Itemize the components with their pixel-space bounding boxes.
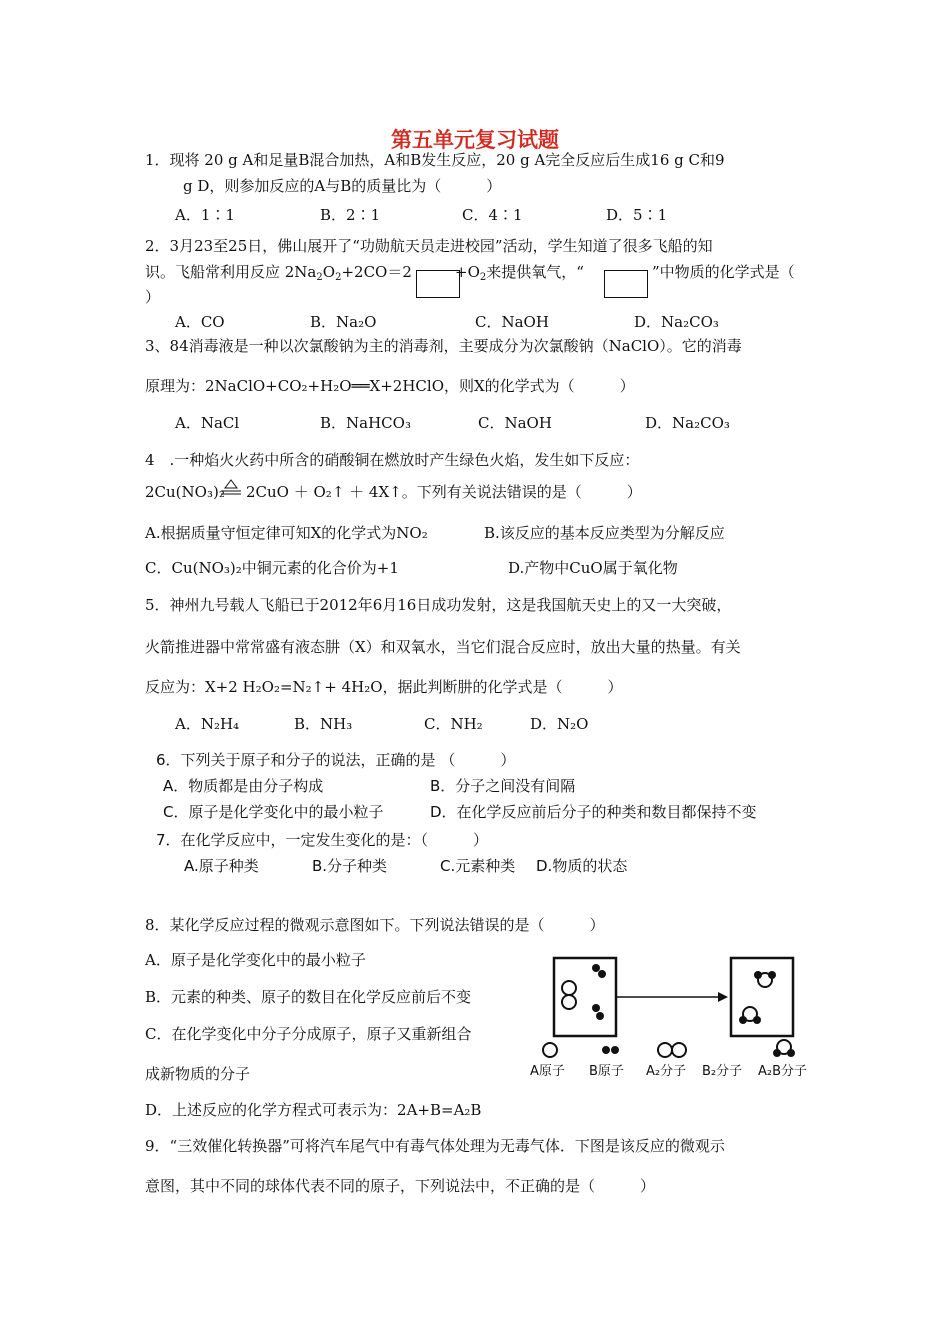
q5-stem-line1: 5．神州九号载人飞船已于2012年6月16日成功发射，这是我国航天史上的又一大突破， [145, 596, 732, 614]
q7-option-a: A.原子种类 [184, 857, 259, 875]
q8-option-c-line2: 成新物质的分子 [145, 1065, 251, 1083]
q1-option-b: B．2∶1 [320, 206, 381, 224]
q1-stem-line1: 1．现将 20 g A和足量B混合加热，A和B发生反应，20 g A完全反应后生成16 g C和9 [145, 151, 725, 169]
q2-blank-box-2 [604, 270, 648, 298]
q4-equation-right: 2CuO ＋ O₂↑ ＋ 4X↑。下列有关说法错误的是（ ） [246, 483, 642, 501]
legend-label-b2-molecule: B₂分子 [702, 1064, 743, 1079]
q2-stem-line3: ） [145, 288, 161, 306]
q4-option-d: D.产物中CuO属于氧化物 [508, 559, 678, 577]
q5-option-b: B．NH₃ [294, 715, 353, 733]
legend-b-atom [543, 1043, 557, 1057]
q4-option-b: B.该反应的基本反应类型为分解反应 [484, 524, 725, 542]
q1-stem-line2: g D，则参加反应的A与B的质量比为（ ） [183, 177, 502, 195]
q5-option-a: A．N₂H₄ [175, 715, 240, 733]
q4-option-a: A.根据质量守恒定律可知X的化学式为NO₂ [145, 524, 428, 542]
q5-stem-line3: 反应为：X+2 H₂O₂=N₂↑+ 4H₂O，据此判断肼的化学式是（ ） [145, 678, 623, 696]
q2-option-b: B．Na₂O [310, 313, 377, 331]
q8-option-b: B．元素的种类、原子的数目在化学反应前后不变 [145, 988, 472, 1006]
q6-option-c: C．原子是化学变化中的最小粒子 [163, 803, 384, 821]
after-box [731, 958, 793, 1036]
q4-equation-left: 2Cu(NO₃)₂ [145, 483, 225, 501]
q4-stem-line1: 4 .一种焰火火药中所含的硝酸铜在燃放时产生绿色火焰，发生如下反应： [145, 451, 640, 469]
q8-stem: 8．某化学反应过程的微观示意图如下。下列说法错误的是（ ） [145, 916, 605, 934]
q5-option-c: C．NH₂ [424, 715, 483, 733]
q2-stem-line2-part2: $+O_2$来提供氧气，“ [455, 263, 584, 283]
q7-stem: 7．在化学反应中，一定发生变化的是：（ ） [156, 831, 489, 849]
q2-stem-line2-part3: ”中物质的化学式是（ [652, 263, 795, 281]
q3-option-d: D．Na₂CO₃ [645, 414, 730, 432]
q6-option-d: D．在化学反应前后分子的种类和数目都保持不变 [430, 803, 757, 821]
q8-option-a: A．原子是化学变化中的最小粒子 [145, 951, 366, 969]
q9-stem-line1: 9．“三效催化转换器”可将汽车尾气中有毒气体处理为无毒气体．下图是该反应的微观示 [145, 1137, 725, 1155]
legend-a2-molecule [602, 1046, 610, 1054]
q6-option-b: B．分子之间没有间隔 [430, 777, 576, 795]
q3-option-a: A．NaCl [175, 414, 240, 432]
heat-arrow-icon [219, 478, 243, 498]
q2-blank-box-1 [416, 270, 460, 298]
q3-option-b: B．NaHCO₃ [320, 414, 411, 432]
q2-stem-line1: 2．3月23至25日，佛山展开了“功勋航天员走进校园”活动，学生知道了很多飞船的知 [145, 237, 713, 255]
legend-label-a2b-molecule: A₂B分子 [758, 1064, 808, 1079]
q3-stem-line1: 3、84消毒液是一种以次氯酸钠为主的消毒剂，主要成分为次氯酸钠（NaClO）。它的消毒 [145, 337, 742, 355]
q5-option-d: D．N₂O [530, 715, 589, 733]
q2-option-d: D．Na₂CO₃ [634, 313, 719, 331]
legend-b2-molecule [658, 1043, 672, 1057]
q2-option-c: C．NaOH [475, 313, 549, 331]
q6-stem: 6．下列关于原子和分子的说法，正确的是 （ ） [156, 751, 516, 769]
q1-option-a: A．1∶1 [175, 206, 235, 224]
q7-option-d: D.物质的状态 [536, 857, 628, 875]
page-title: 第五单元复习试题 [391, 128, 559, 152]
q6-option-a: A．物质都是由分子构成 [163, 777, 324, 795]
q3-option-c: C．NaOH [478, 414, 552, 432]
legend-label-b-atom: B原子 [589, 1064, 624, 1079]
q8-option-d: D．上述反应的化学方程式可表示为：2A+B=A₂B [145, 1101, 482, 1119]
q7-option-c: C.元素种类 [440, 857, 516, 875]
q3-stem-line2: 原理为：2NaClO+CO₂+H₂O══X+2HClO，则X的化学式为（ ） [145, 377, 635, 395]
q8-option-c-line1: C．在化学变化中分子分成原子，原子又重新组合 [145, 1025, 472, 1043]
q2-option-a: A．CO [175, 313, 225, 331]
q5-stem-line2: 火箭推进器中常常盛有液态肼（X）和双氧水，当它们混合反应时，放出大量的热量。有关 [145, 638, 741, 656]
legend-label-a2-molecule: A₂分子 [646, 1064, 687, 1079]
q1-option-c: C．4∶1 [462, 206, 523, 224]
q2-stem-line2: 识。飞船常利用反应 $2Na_2O_2+2CO=2$ [145, 263, 412, 283]
q9-stem-line2: 意图，其中不同的球体代表不同的原子，下列说法中，不正确的是（ ） [145, 1177, 656, 1195]
legend-label-a-atom: A原子 [530, 1064, 565, 1079]
q7-option-b: B.分子种类 [312, 857, 388, 875]
q4-option-c: C．Cu(NO₃)₂中铜元素的化合价为+1 [145, 559, 399, 577]
q1-option-d: D．5∶1 [606, 206, 668, 224]
